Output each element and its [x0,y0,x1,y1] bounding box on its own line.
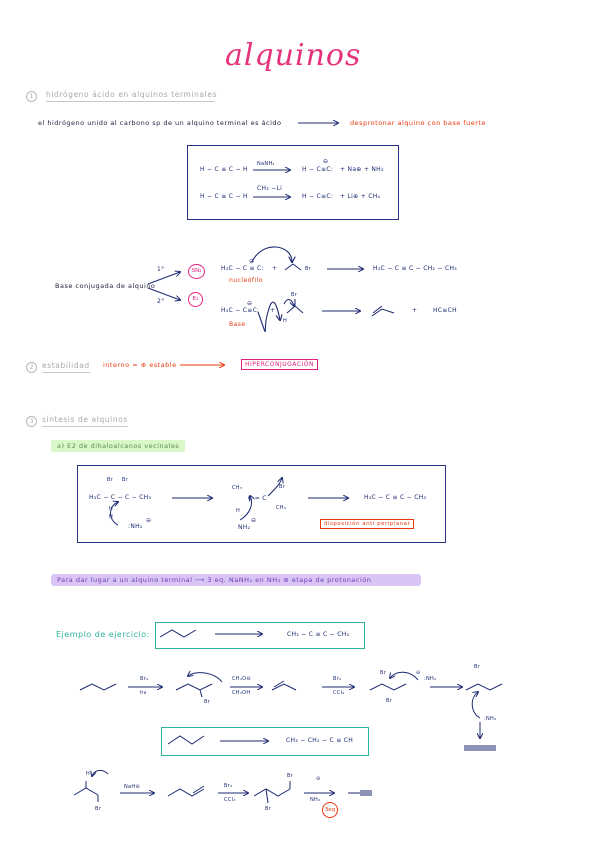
step-b-br: Br [204,699,211,705]
row2-dibromide [254,789,290,796]
page-title: alquinos [225,38,362,73]
e2-reactant: H₃C − C≡C: [221,307,260,314]
stability-text: interno = ⊕ estable [103,361,177,369]
step-d-br: Br [380,670,387,676]
section-1-heading: hidrógeno ácido en alquinos terminales [46,90,214,102]
row2-eq-circle: 3eq [322,802,338,818]
box3-mid-ch3b: CH₃ [276,505,287,511]
step-bromobutane [176,684,212,690]
e2-charge: ⊖ [247,300,253,307]
dihalide-box [77,465,446,543]
step-vinyl-bromide [466,684,502,690]
section-3-number: 3 [26,416,37,427]
row2-c-reagent: Br₂ [224,783,233,789]
box3-product: H₃C − C ≡ C − CH₃ [364,494,427,501]
r1-charge: ⊖ [323,158,329,165]
acidity-conclusion: desprotonar alquino con base fuerte [350,119,486,127]
r2-byproducts: + Li⊕ + CH₄ [340,193,381,200]
terminal-alkyne-note: Para dar lugar a un alquino terminal ⟶ 3 eq. NaNH₂ en NH₃ ⊕ etapa de protonación [51,574,421,586]
nucleofilo-label: nucleófilo [229,277,264,284]
row2-butene [168,789,204,796]
section-2-number: 2 [26,362,37,373]
step-butane [80,684,116,690]
row2-reagent: NaH⊖ [124,784,140,790]
step-b-solvent: CH₃OH [232,690,251,696]
box3-mid-alkene: C = C [248,495,267,502]
base-conjugada-label: Base conjugada de alquino [55,282,156,290]
box3-mid-h: H [236,508,241,514]
box3-br1: Br [107,477,114,483]
exercise-2-target: CH₃ − CH₂ − C ≡ CH [286,737,354,744]
section-2-heading: estabilidad [42,361,90,373]
row2-bromide [74,788,98,795]
r1-byproducts: + Na⊕ + NH₃ [340,166,384,173]
propene-skeleton [372,309,394,316]
exercise-label: Ejemplo de ejercicio: [56,630,150,639]
second-degree: 2° [157,298,165,305]
r2-reagent: CH₃ −Li [257,185,283,192]
step-e-base: :NH₂ [484,716,497,722]
e2-br: Br [291,292,298,298]
step-dibromo [370,684,406,690]
box3-base: :NH₂ [128,523,143,530]
base-word: Base [229,321,246,328]
row2-br: Br [95,806,102,812]
step-b-base: CH₃O⊖ [232,676,251,682]
step-butene [272,684,296,690]
step-d-charge: ⊖ [416,670,421,676]
r1-product: H − C≡C: [302,166,334,173]
r1-reagent: NaNH₂ [257,161,275,167]
row2-h: H [86,771,91,777]
e2-h: H [283,318,288,324]
step-c-condition: CCl₄ [333,690,345,696]
box3-mid-base: NH₂ [238,524,251,531]
row2-d-reagent: NH₂ [310,797,321,803]
box3-h2: H [109,514,114,520]
step-a-reagent: Br₂ [140,676,149,682]
box3-mid-ch3a: CH₃ [232,485,243,491]
sn2-halide-skeleton [285,264,301,270]
step-a-condition: hν [140,690,147,696]
sn2-halide: Br [305,266,312,272]
row2-c-condition: CCl₄ [224,797,236,803]
step-d-base: :NH₂ [424,676,437,682]
step-curved-arrow-c [390,672,418,680]
sn2-circle: SN₂ [188,264,205,279]
step-curved-arrow-a [188,673,222,682]
sn2-product: H₃C − C ≡ C − CH₂ − CH₃ [373,265,457,272]
section-3-heading: síntesis de alquinos [42,415,128,427]
r2-product: H − C≡C: [302,193,334,200]
step-curved-arrow-d [472,692,480,718]
e2-circle: E₂ [188,292,203,307]
hyperconjugation-label: HIPERCONJUGACIÓN [241,359,318,370]
deprotonation-box [187,145,399,220]
box3-mid-br: Br [279,484,286,490]
acidity-statement: el hidrógeno unido al carbono sp de un alquino terminal es ácido [38,119,282,127]
acetylene-product: HC≡CH [433,307,457,314]
box3-reactant: H₃C − C − C − CH₃ [89,494,152,501]
e2-halide-skeleton [287,306,303,313]
sn2-charge: ⊖ [249,258,255,265]
box3-base-charge: ⊖ [146,517,152,524]
first-degree: 1° [157,266,165,273]
e2-inner-arrow [284,300,294,306]
box3-mid-charge: ⊖ [251,517,257,524]
exercise-target: CH₃ − C ≡ C − CH₃ [287,631,350,638]
anti-periplanar-note: disposición anti periplanar [320,519,414,529]
sn2-plus: + [272,265,278,272]
step-e-br: Br [474,664,481,670]
box3-br2: Br [122,477,129,483]
e2-plus: + [270,307,276,314]
step-d-br2: Br [386,698,393,704]
e2-plus-2: + [412,307,418,314]
subsection-a: a) E2 de dihaloalcanos vecinales [51,440,185,452]
row2-d-charge: ⊖ [316,776,321,782]
sn2-curved-arrow [252,247,292,262]
r1-reactant: H − C ≡ C − H [200,166,248,173]
row2-d-br: Br [287,773,294,779]
r2-reactant: H − C ≡ C − H [200,193,248,200]
row2-d-br2: Br [265,806,272,812]
e2-curved-arrow [258,302,280,331]
step-c-reagent: Br₂ [333,676,342,682]
sn2-reactant: H₃C − C ≡ C: [221,265,264,272]
row2-curved-arrow [92,770,108,776]
section-1-number: 1 [26,91,37,102]
box3-h1: H [109,506,114,512]
